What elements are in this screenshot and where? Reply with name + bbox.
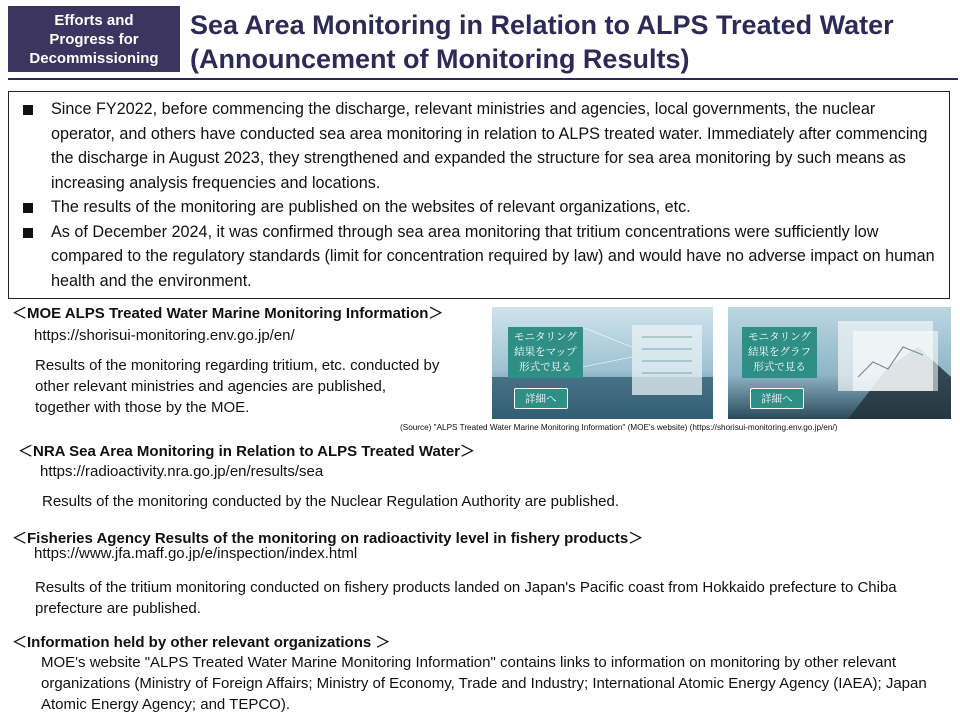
image-source-note: (Source) "ALPS Treated Water Marine Monitoring Information" (MOE's website) (https://shorisui-monitoring.env.go.jp/en/) — [400, 423, 838, 432]
graph-view-label: モニタリング 結果をグラフ 形式で見る — [742, 327, 817, 378]
map-view-screenshot — [492, 307, 713, 419]
map-detail-button[interactable]: 詳細へ — [514, 388, 568, 409]
nra-heading: ＜NRA Sea Area Monitoring in Relation to ALPS Treated Water＞ — [18, 443, 475, 460]
map-view-label: モニタリング 結果をマップ 形式で見る — [508, 327, 583, 378]
fisheries-url-link[interactable]: https://www.jfa.maff.go.jp/e/inspection/index.html — [34, 545, 358, 562]
moe-heading: ＜MOE ALPS Treated Water Marine Monitoring Information＞ — [12, 305, 444, 322]
title-divider — [8, 78, 958, 80]
moe-description: Results of the monitoring regarding tritium, etc. conducted by other relevant ministries and agencies are published, together with those by the MOE. — [35, 357, 440, 416]
others-heading: ＜Information held by other relevant organizations ＞ — [12, 634, 391, 651]
others-description: MOE's website "ALPS Treated Water Marine Monitoring Information" contains links to information on monitoring by other relevant organizations (Ministry of Foreign Affairs; Ministry of Economy, Trade and Industry; International Atomic Energy Agency (IAEA); Japan Atomic Energy Agency; and TEPCO). — [41, 654, 927, 713]
nra-url-link[interactable]: https://radioactivity.nra.go.jp/en/results/sea — [40, 463, 324, 480]
section-badge: Efforts and Progress for Decommissioning — [8, 6, 180, 72]
bullet-text: The results of the monitoring are published on the websites of relevant organizations, etc. — [51, 198, 691, 216]
square-bullet-icon — [23, 228, 33, 238]
nra-description: Results of the monitoring conducted by the Nuclear Regulation Authority are published. — [42, 493, 620, 510]
graph-detail-button[interactable]: 詳細へ — [750, 388, 804, 409]
bullet-text: As of December 2024, it was confirmed through sea area monitoring that tritium concentrations were sufficiently low compared to the regulatory standards (limit for concentration required by law) and would have no adverse impact on human health and the environment. — [51, 222, 935, 290]
summary-bullet — [23, 220, 941, 294]
square-bullet-icon — [23, 203, 33, 213]
summary-box — [8, 91, 950, 299]
bullet-text: Since FY2022, before commencing the discharge, relevant ministries and agencies, local governments, the nuclear operator, and others have conducted sea area monitoring in relation to ALPS treated water. Immediately after commencing the discharge in August 2023, they strengthened and expanded the structure for sea area monitoring by such means as increasing analysis frequencies and locations. — [51, 100, 928, 192]
moe-url-link[interactable]: https://shorisui-monitoring.env.go.jp/en/ — [34, 327, 295, 344]
summary-bullet — [23, 195, 941, 220]
square-bullet-icon — [23, 105, 33, 115]
fisheries-heading: ＜Fisheries Agency Results of the monitoring on radioactivity level in fishery products＞ — [12, 530, 644, 547]
fisheries-description: Results of the tritium monitoring conducted on fishery products landed on Japan's Pacific coast from Hokkaido prefecture to Chiba prefecture are published. — [35, 579, 897, 617]
page-title: Sea Area Monitoring in Relation to ALPS Treated Water (Announcement of Monitoring Results) — [190, 10, 894, 74]
summary-bullet — [23, 97, 941, 195]
graph-view-screenshot — [728, 307, 951, 419]
